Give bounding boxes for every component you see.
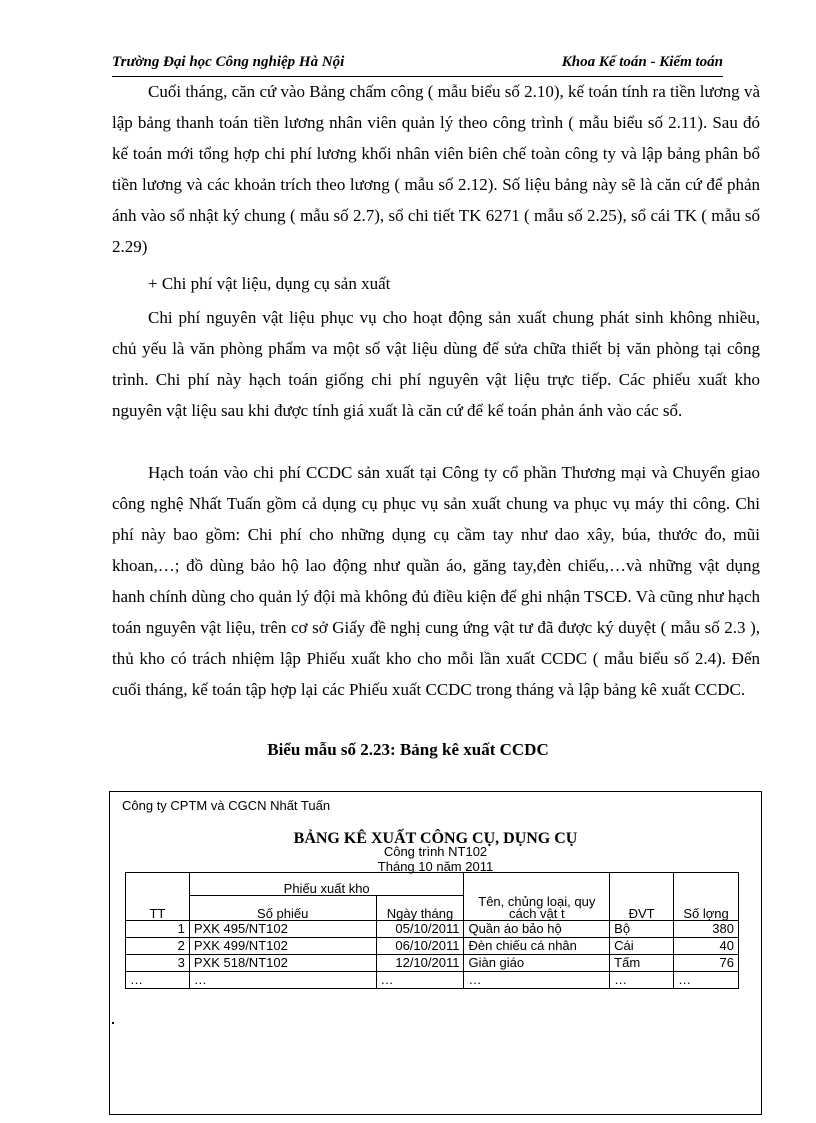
- form-project: Công trình NT102: [383, 844, 488, 859]
- paragraph-materials: Chi phí nguyên vật liệu phục vụ cho hoạt động sản xuất chung phát sinh không nhiều, chủ yếu là văn phòng phẩm va một số vật liệu dùng để sửa chữa thiết bị văn phòng tại công trình. Chi phí này hạch toán giống chi phí nguyên vật liệu trực tiếp. Các phiếu xuất kho nguyên vật liệu sau khi được tính giá xuất là căn cứ để kế toán phản ánh vào các sổ.: [112, 308, 760, 420]
- cell-so-luong: …: [674, 972, 739, 989]
- school-name: Trường Đại học Công nghiệp Hà Nội: [112, 54, 345, 70]
- tool-issue-table: [125, 872, 739, 989]
- cell-so-phieu: PXK 499/NT102: [189, 938, 376, 955]
- cell-so-phieu: …: [189, 972, 376, 989]
- stray-mark: [112, 1022, 114, 1024]
- cell-ten: Đèn chiếu cá nhân: [464, 938, 610, 955]
- form-company: Công ty CPTM và CGCN Nhất Tuấn: [122, 798, 331, 813]
- cell-dvt: Bộ: [610, 921, 674, 938]
- cell-tt: 2: [126, 938, 190, 955]
- cell-so-luong: 40: [674, 938, 739, 955]
- col-ngay-thang: Ngày tháng: [376, 896, 464, 921]
- paragraph-materials-heading: + Chi phí vật liệu, dụng cụ sản xuất: [148, 274, 391, 293]
- cell-ngay: 06/10/2011: [376, 938, 464, 955]
- paragraph-tools: Hạch toán vào chi phí CCDC sản xuất tại Công ty cổ phần Thương mại và Chuyển giao công nghệ Nhất Tuấn gồm cả dụng cụ phục vụ sản xuất chung va phục vụ máy thi công. Chi phí này bao gồm: Chi phí cho những dụng cụ cầm tay như dao xây, búa, thước đo, mũi khoan,…; đồ dùng bảo hộ lao động như quần áo, găng tay,đèn chiếu,…và những vật dụng hanh chính dùng cho quản lý đội mà không đủ điều kiện để ghi nhận TSCĐ. Và cũng như hạch toán nguyên vật liệu, trên cơ sở Giấy đề nghị cung ứng vật tư đã được ký duyệt ( mẫu số 2.3 ), thủ kho có trách nhiệm lập Phiếu xuất kho cho mỗi lần xuất CCDC ( mẫu biểu số 2.4). Đến cuối tháng, kế toán tập hợp lại các Phiếu xuất CCDC trong tháng và lập bảng kê xuất CCDC.: [112, 463, 760, 699]
- col-ten: Tên, chủng loại, quy cách vật t: [464, 873, 610, 921]
- table-row: [126, 955, 739, 972]
- cell-dvt: …: [610, 972, 674, 989]
- table-row: [126, 938, 739, 955]
- form-period: Tháng 10 năm 2011: [377, 859, 494, 874]
- page-header: [112, 50, 723, 77]
- cell-tt: 3: [126, 955, 190, 972]
- cell-dvt: Cái: [610, 938, 674, 955]
- faculty-name: Khoa Kế toán - Kiểm toán: [561, 54, 723, 70]
- figure-caption: Biểu mẫu số 2.23: Bảng kê xuất CCDC: [267, 740, 549, 759]
- table-row: [126, 972, 739, 989]
- paragraph-salary: Cuối tháng, căn cứ vào Bảng chấm công ( mẫu biểu số 2.10), kế toán tính ra tiền lương và lập bảng thanh toán tiền lương nhân viên quản lý theo công trình ( mẫu biểu số 2.11). Sau đó kế toán mới tổng hợp chi phí lương khối nhân viên biên chế toàn công ty và lập bảng phân bổ tiền lương và các khoản trích theo lương ( mẫu số 2.12). Số liệu bảng này sẽ là căn cứ để phản ánh vào sổ nhật ký chung ( mẫu số 2.7), sổ chi tiết TK 6271 ( mẫu số 2.25), sổ cái TK ( mẫu số 2.29): [112, 82, 760, 256]
- cell-ten: Giàn giáo: [464, 955, 610, 972]
- col-phieu-xuat-kho: Phiếu xuất kho: [189, 873, 464, 896]
- cell-so-phieu: PXK 495/NT102: [189, 921, 376, 938]
- col-so-phieu: Số phiếu: [189, 896, 376, 921]
- cell-ngay: 12/10/2011: [376, 955, 464, 972]
- tool-issue-form: [109, 791, 762, 1115]
- col-dvt: ĐVT: [610, 873, 674, 921]
- col-tt: TT: [126, 873, 190, 921]
- cell-so-luong: 76: [674, 955, 739, 972]
- cell-tt: 1: [126, 921, 190, 938]
- cell-dvt: Tấm: [610, 955, 674, 972]
- cell-ten: …: [464, 972, 610, 989]
- col-so-luong: Số lợng: [674, 873, 739, 921]
- form-title: BẢNG KÊ XUẤT CÔNG CỤ, DỤNG CỤ: [293, 830, 578, 847]
- cell-ngay: 05/10/2011: [376, 921, 464, 938]
- cell-so-phieu: PXK 518/NT102: [189, 955, 376, 972]
- table-row: [126, 921, 739, 938]
- cell-ten: Quần áo bảo hộ: [464, 921, 610, 938]
- cell-ngay: …: [376, 972, 464, 989]
- cell-tt: …: [126, 972, 190, 989]
- cell-so-luong: 380: [674, 921, 739, 938]
